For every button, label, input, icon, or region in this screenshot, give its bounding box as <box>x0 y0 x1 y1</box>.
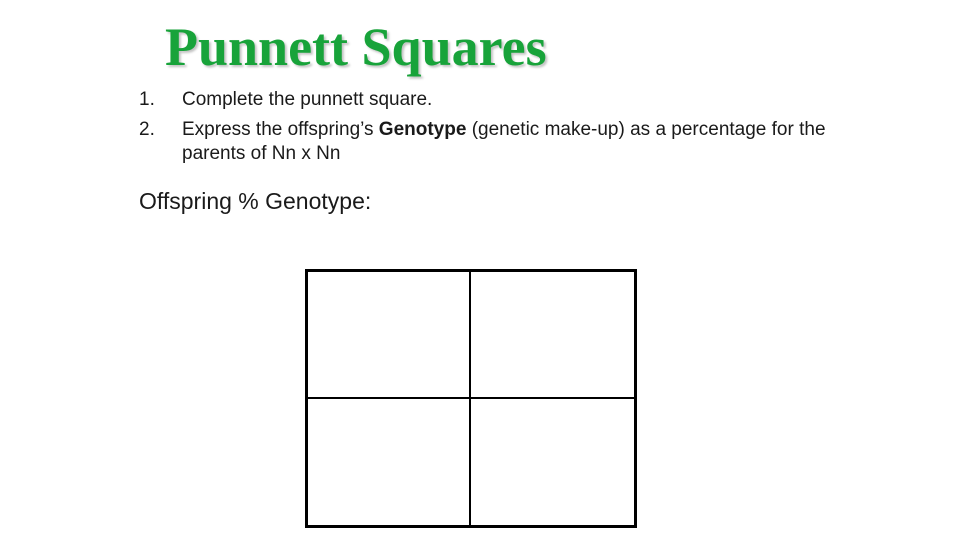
punnett-cell-top-left[interactable] <box>308 272 471 399</box>
instruction-item-2 <box>139 118 879 166</box>
punnett-square <box>305 269 637 528</box>
punnett-cell-bottom-right[interactable] <box>471 399 634 526</box>
instruction-number: 2. <box>139 119 155 140</box>
slide-title: Punnett Squares <box>165 17 547 77</box>
instruction-text: Complete the punnett square. <box>182 89 433 110</box>
instruction-list <box>139 88 879 172</box>
instruction-text-after: (genetic make-up) as a percentage for the parents of Nn x Nn <box>182 119 826 164</box>
punnett-cell-bottom-left[interactable] <box>308 399 471 526</box>
instruction-text-bold: Genotype <box>378 119 467 140</box>
instruction-number: 1. <box>139 89 155 110</box>
punnett-cell-top-right[interactable] <box>471 272 634 399</box>
offspring-genotype-label: Offspring % Genotype: <box>139 188 372 214</box>
instruction-item-1 <box>139 88 879 112</box>
instruction-text-before: Express the offspring’s <box>182 119 379 140</box>
